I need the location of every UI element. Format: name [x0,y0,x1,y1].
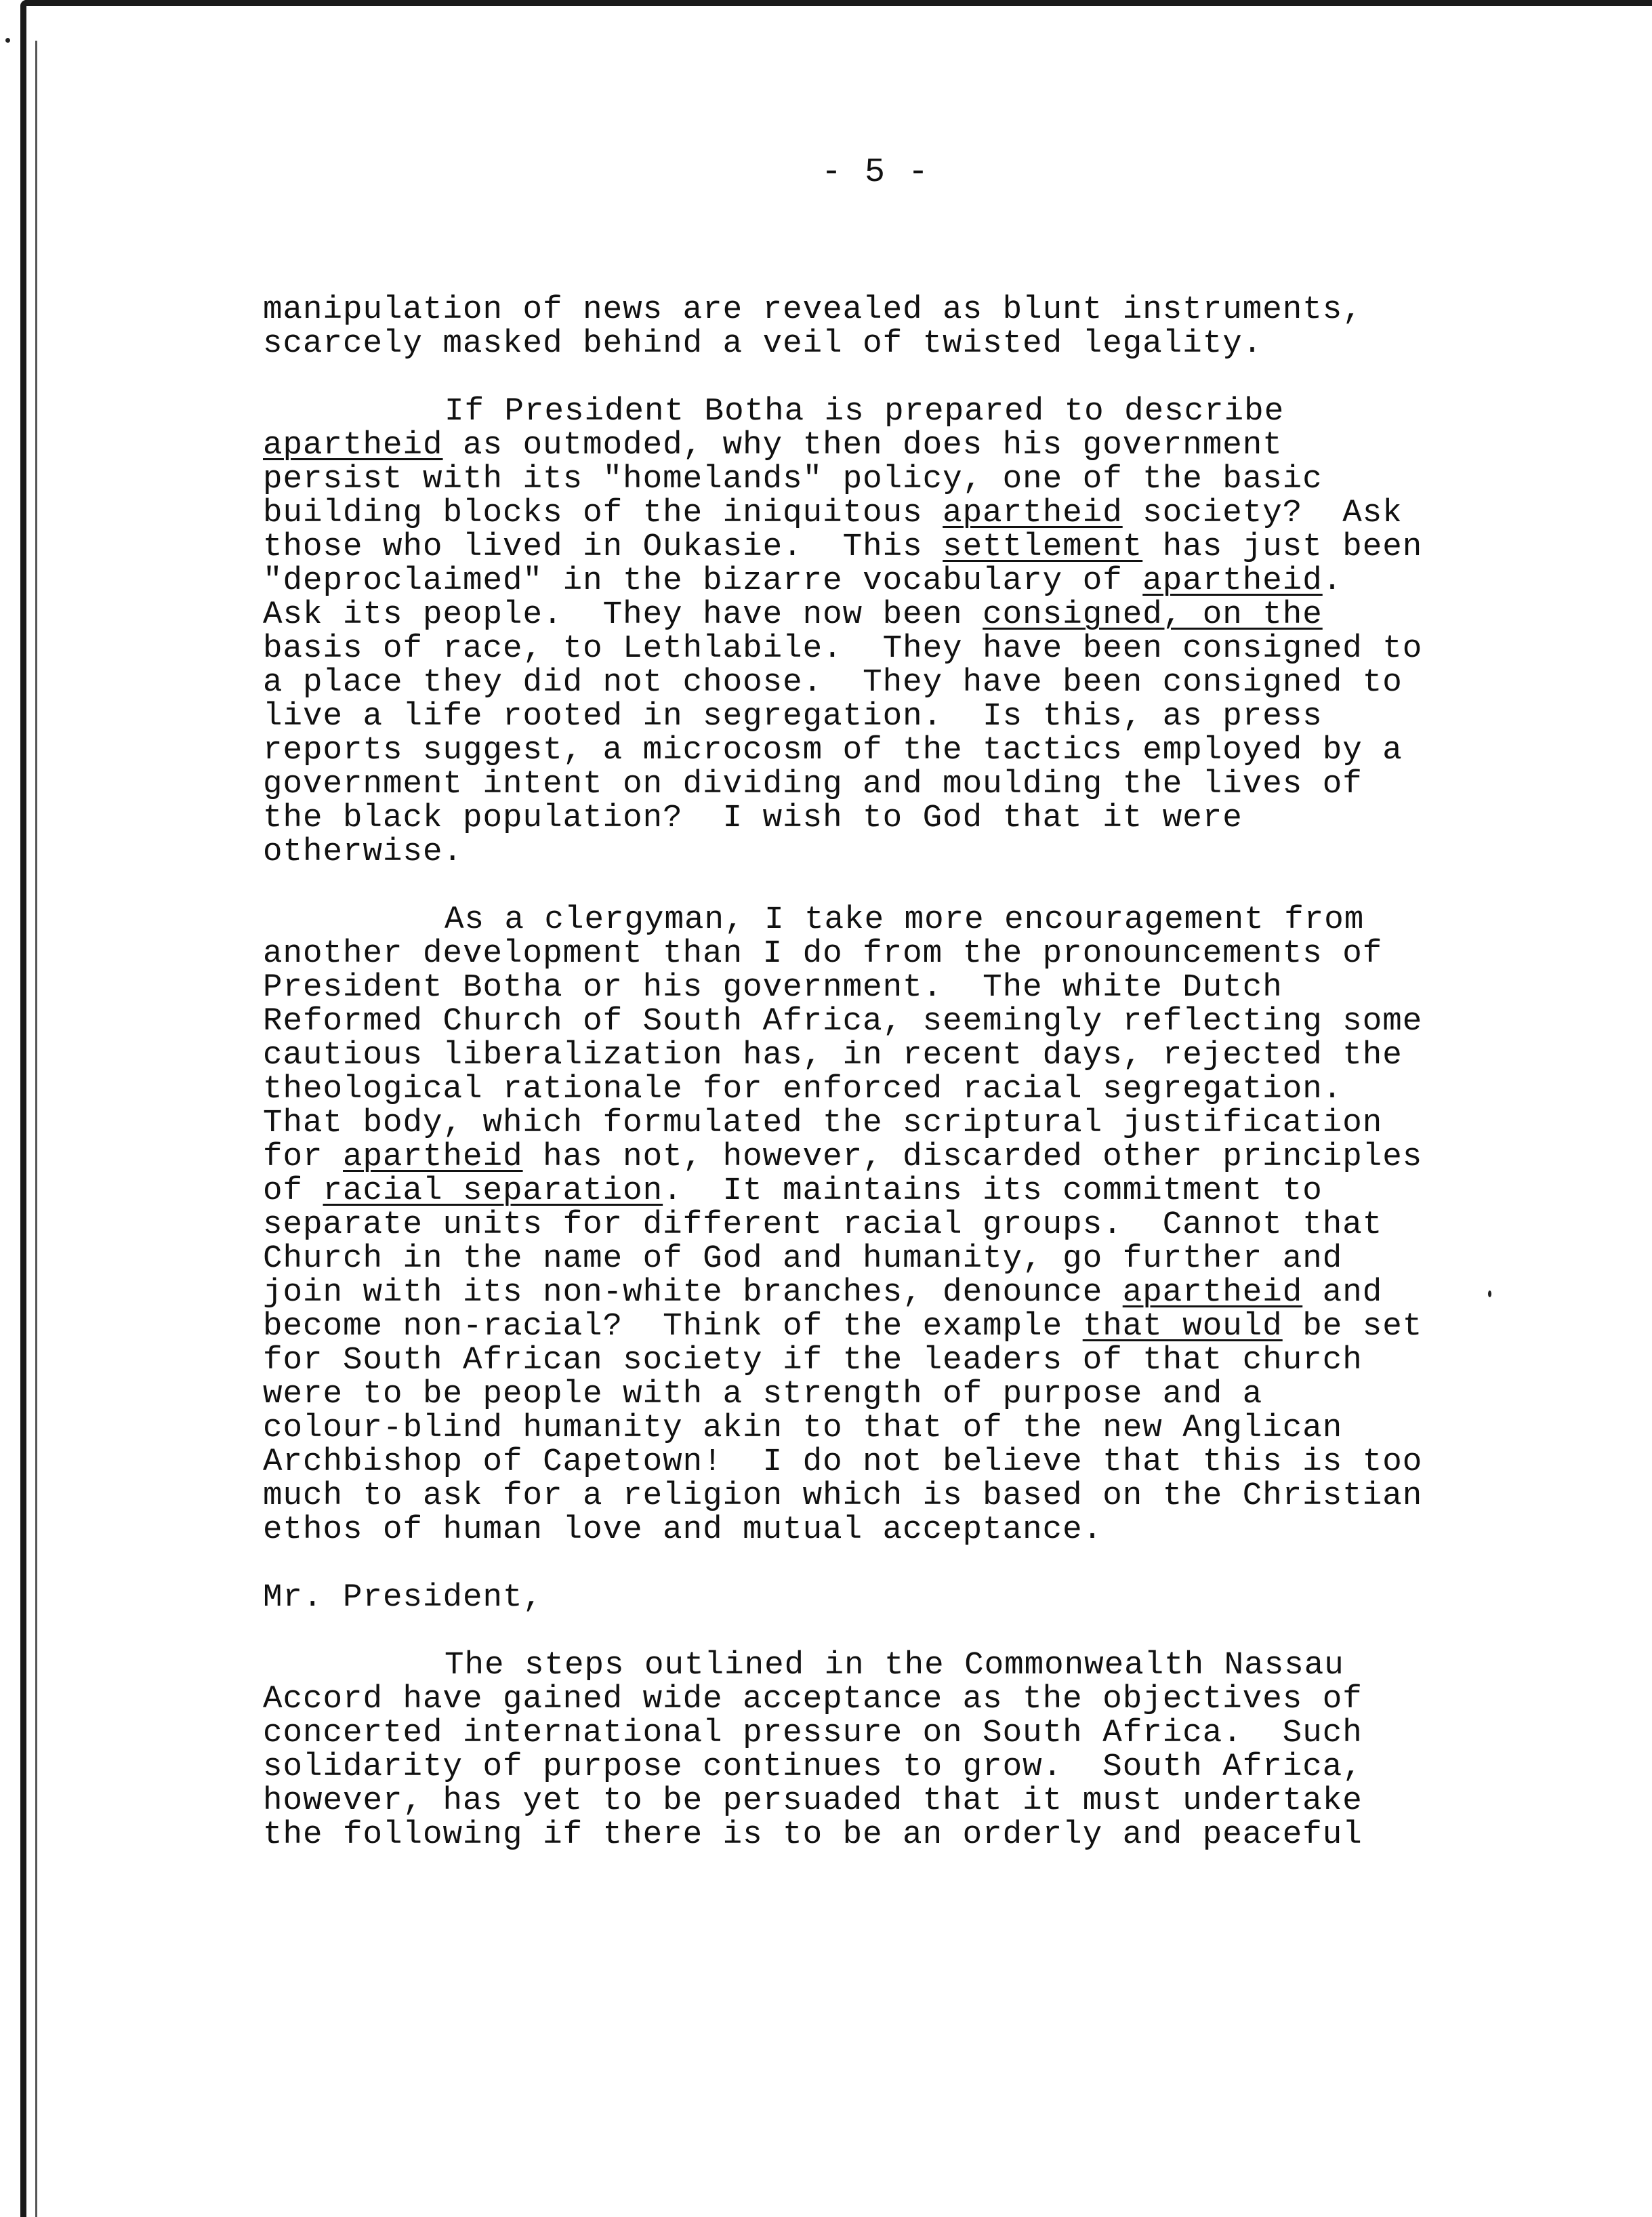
paragraph [263,903,1455,1547]
scan-border-left [20,0,26,2217]
text-line [263,666,1455,699]
text-run: The steps outlined in the Commonwealth Nassau [445,1647,1344,1684]
text-line [263,598,1455,632]
text-line [263,1411,1455,1445]
text-run: society? Ask [1122,495,1403,531]
text-run: reports suggest, a microcosm of the tactics employed by a [263,732,1403,769]
text-line [263,1818,1455,1852]
text-line [263,1072,1455,1106]
text-line [263,699,1455,733]
text-run: President Botha or his government. The white Dutch [263,969,1283,1006]
paragraph-gap [263,869,1455,903]
text-run: If President Botha is prepared to describe [445,393,1285,430]
text-line [263,1648,1455,1682]
text-line [263,835,1455,869]
text-line [263,1106,1455,1140]
text-line [263,1445,1455,1479]
text-line [263,1513,1455,1547]
text-run: persist with its "homelands" policy, one of the basic [263,461,1323,497]
text-line [263,937,1455,971]
text-run: theological rationale for enforced racial segregation. [263,1071,1343,1107]
scan-speck [1488,1290,1491,1297]
underlined-text: racial separation [323,1173,663,1209]
text-line [263,327,1455,361]
text-run: concerted international pressure on South Africa. Such [263,1715,1363,1751]
underlined-text: that would [1082,1308,1283,1345]
text-run: manipulation of news are revealed as blunt instruments, [263,291,1363,328]
text-run: Reformed Church of South Africa, seemingly reflecting some [263,1003,1423,1040]
text-run: colour-blind humanity akin to that of the new Anglican [263,1410,1343,1446]
text-run: Ask its people. They have now been [263,596,983,633]
text-run: ethos of human love and mutual acceptance. [263,1511,1103,1548]
paragraph [263,1581,1455,1614]
underlined-text: consigned, on the [983,596,1323,633]
text-run: otherwise. [263,834,463,870]
text-line [263,733,1455,767]
text-line [263,1242,1455,1276]
text-run: however, has yet to be persuaded that it must undertake [263,1783,1363,1819]
text-run: solidarity of purpose continues to grow. South Africa, [263,1749,1363,1785]
text-run: were to be people with a strength of purpose and a [263,1376,1263,1412]
text-line [263,1208,1455,1242]
text-run: separate units for different racial groups. Cannot that [263,1206,1383,1243]
text-line [263,1276,1455,1309]
text-run: "deproclaimed" in the bizarre vocabulary of [263,563,1143,599]
underlined-text: apartheid [263,427,443,464]
text-line [263,1716,1455,1750]
text-line [263,1479,1455,1513]
text-line [263,564,1455,598]
text-run: has not, however, discarded other principles [522,1139,1423,1175]
underlined-text: apartheid [1142,563,1323,599]
text-run: cautious liberalization has, in recent days, rejected the [263,1037,1403,1074]
text-run: That body, which formulated the scriptural justification [263,1105,1383,1141]
text-run: . It maintains its commitment to [663,1173,1323,1209]
text-run: Accord have gained wide acceptance as the objectives of [263,1681,1363,1717]
text-line [263,1343,1455,1377]
text-run: Church in the name of God and humanity, go further and [263,1240,1343,1277]
text-line [263,1140,1455,1174]
text-line [263,1038,1455,1072]
paragraph [263,1648,1455,1852]
text-run: become non-racial? Think of the example [263,1308,1083,1345]
paragraph-gap [263,361,1455,394]
text-line [263,1004,1455,1038]
text-run: the black population? I wish to God that it were [263,800,1243,836]
text-line [263,462,1455,496]
text-line [263,801,1455,835]
paragraph [263,293,1455,361]
paragraph [263,394,1455,869]
text-line [263,530,1455,564]
underlined-text: apartheid [1122,1274,1303,1311]
text-run: scarcely masked behind a veil of twisted legality. [263,325,1263,362]
scan-border-top [20,0,1652,6]
text-run: much to ask for a religion which is based on the Christian [263,1478,1423,1514]
text-run: a place they did not choose. They have been consigned to [263,664,1403,701]
text-line [263,903,1455,937]
text-run: be set [1282,1308,1423,1345]
text-line [263,1750,1455,1784]
text-run: . [1322,563,1343,599]
text-run: building blocks of the iniquitous [263,495,943,531]
text-run: for South African society if the leaders of that church [263,1342,1363,1379]
text-run: live a life rooted in segregation. Is this, as press [263,698,1323,735]
text-run: As a clergyman, I take more encouragement from [445,901,1365,938]
text-run: and [1302,1274,1383,1311]
text-run: has just been [1142,529,1423,565]
text-line [263,632,1455,666]
text-run: those who lived in Oukasie. This [263,529,943,565]
text-run: of [263,1173,323,1209]
text-line [263,1174,1455,1208]
text-run: government intent on dividing and moulding the lives of [263,766,1363,802]
text-line [263,767,1455,801]
letter-body [263,293,1455,1852]
text-run: another development than I do from the pronouncements of [263,935,1383,972]
scan-border-left-inner [35,41,37,2217]
text-run: basis of race, to Lethlabile. They have been consigned to [263,630,1423,667]
text-line [263,428,1455,462]
text-run: the following if there is to be an orderly and peaceful [263,1816,1363,1853]
underlined-text: settlement [943,529,1143,565]
text-line [263,394,1455,428]
text-line [263,293,1455,327]
text-line [263,1377,1455,1411]
page-number: - 5 - [821,153,930,192]
scan-speck [5,38,10,43]
text-line [263,971,1455,1004]
text-run: for [263,1139,344,1175]
text-run: as outmoded, why then does his government [442,427,1283,464]
text-line [263,496,1455,530]
paragraph-gap [263,1547,1455,1581]
underlined-text: apartheid [943,495,1123,531]
text-line [263,1784,1455,1818]
text-line [263,1581,1455,1614]
text-line [263,1682,1455,1716]
text-run: join with its non-white branches, denounce [263,1274,1123,1311]
text-run: Mr. President, [263,1579,543,1616]
text-run: Archbishop of Capetown! I do not believe that this is too [263,1444,1423,1480]
underlined-text: apartheid [343,1139,523,1175]
text-line [263,1309,1455,1343]
paragraph-gap [263,1614,1455,1648]
